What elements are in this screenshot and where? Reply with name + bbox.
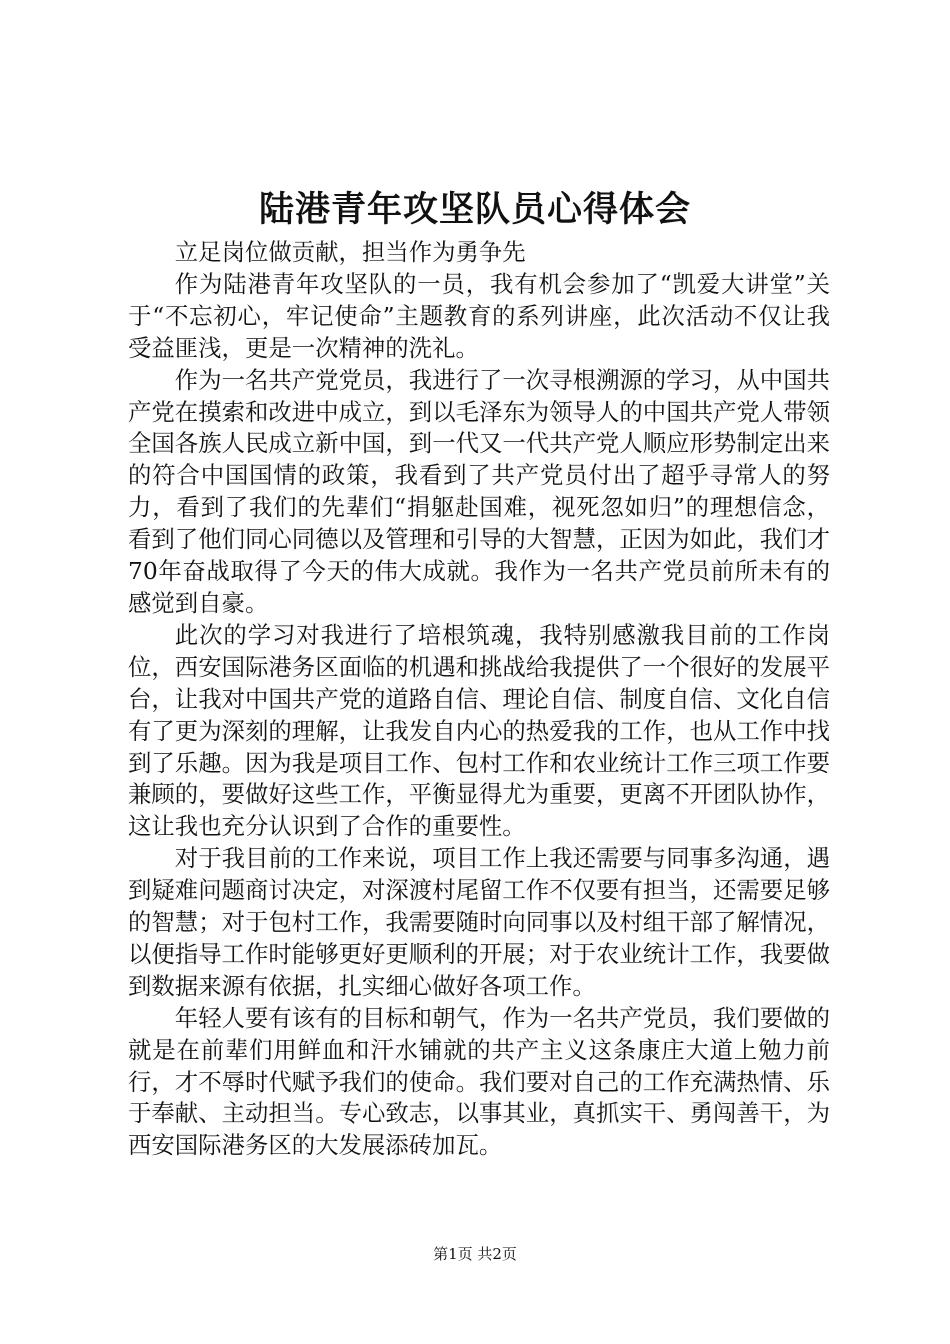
body-paragraph: 作为陆港青年攻坚队的一员，我有机会参加了“凯爱大讲堂”关于“不忘初心，牢记使命”主题教育的系列讲座，此次活动不仅让我受益匪浅，更是一次精神的洗礼。: [128, 269, 830, 362]
body-paragraph: 年轻人要有该有的目标和朝气，作为一名共产党员，我们要做的就是在前辈们用鲜血和汗水铺就的共产主义这条康庄大道上勉力前行，才不辱时代赋予我们的使命。我们要对自己的工作充满热情、乐于奉献、主动担当。专心致志，以事其业，真抓实干、勇闯善干，为西安国际港务区的大发展添砖加瓦。: [128, 1003, 830, 1160]
subtitle-paragraph: 立足岗位做贡献，担当作为勇争先: [174, 238, 526, 266]
body-paragraph: 对于我目前的工作来说，项目工作上我还需要与同事多沟通，遇到疑难问题商讨决定，对深渡村尾留工作不仅要有担当，还需要足够的智慧；对于包村工作，我需要随时向同事以及村组干部了解情况，以便指导工作时能够更好更顺利的开展；对于农业统计工作，我要做到数据来源有依据，扎实细心做好各项工作。: [128, 844, 830, 1000]
page-footer: 第1页 共2页: [433, 1245, 517, 1263]
body-paragraph: 作为一名共产党党员，我进行了一次寻根溯源的学习，从中国共产党在摸索和改进中成立，到以毛泽东为领导人的中国共产党人带领全国各族人民成立新中国，到一代又一代共产党人顺应形势制定出来的符合中国国情的政策，我看到了共产党员付出了超乎寻常人的努力，看到了我们的先辈们“捐躯赴国难，视死忽如归”的理想信念，看到了他们同心同德以及管理和引导的大智慧，正因为如此，我们才70年奋战取得了今天的伟大成就。我作为一名共产党员前所未有的感觉到自豪。: [128, 365, 830, 617]
document-title: 陆港青年攻坚队员心得体会: [258, 189, 691, 230]
body-paragraph: 此次的学习对我进行了培根筑魂，我特别感激我目前的工作岗位，西安国际港务区面临的机遇和挑战给我提供了一个很好的发展平台，让我对中国共产党的道路自信、理论自信、制度自信、文化自信有了更为深刻的理解，让我发自内心的热爱我的工作，也从工作中找到了乐趣。因为我是项目工作、包村工作和农业统计工作三项工作要兼顾的，要做好这些工作，平衡显得尤为重要，更离不开团队协作，这让我也充分认识到了合作的重要性。: [128, 620, 830, 841]
document-body: [128, 237, 830, 1162]
